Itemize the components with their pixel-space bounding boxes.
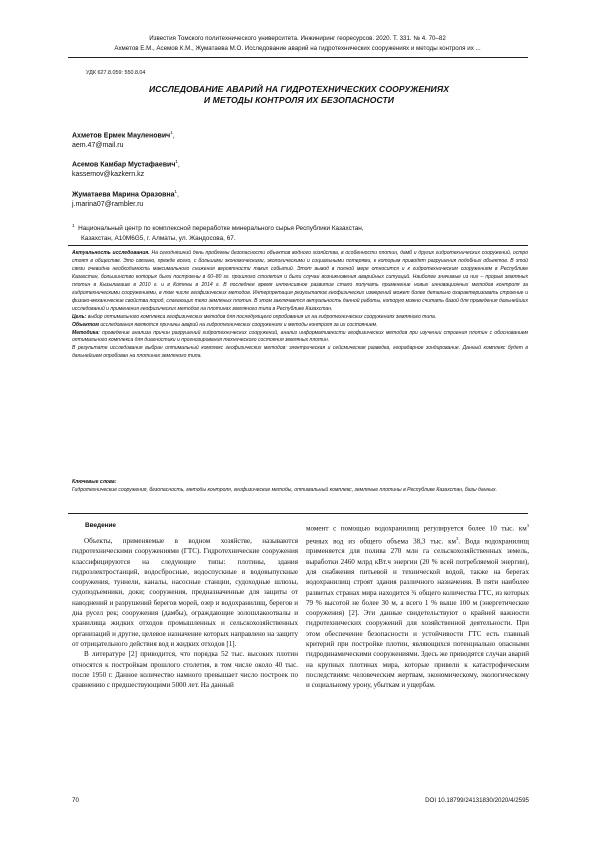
left-column [72,536,298,690]
right-column [306,521,529,690]
journal-header: Известия Томского политехнического университета. Инжиниринг георесурсов. 2020. Т. 331. № 4. 70–82 [149,35,446,42]
author-email[interactable]: aem.47@mail.ru [72,142,124,150]
body-top-rule [68,513,528,514]
article-title-line1: ИССЛЕДОВАНИЕ АВАРИЙ НА ГИДРОТЕХНИЧЕСКИХ СООРУЖЕНИЯХ [148,84,450,94]
udc-code: УДК 627.8.059: 550.8.04 [86,70,146,76]
doi-link[interactable]: DOI 10.18799/24131830/2020/4/2595 [425,797,529,804]
relevance-label: Актуальность исследования. [72,250,150,256]
keywords-text: Гидротехнические сооружения, безопасность, методы контроля, геофизические методы, оптимальный комплекс, земляные плотины в Республике Казахстан, базы данных. [72,487,498,493]
methods-text: проведение анализа причин разрушений гидротехнических сооружений, анализ информативности геофизических методов при изучении строения плотин с обоснованием оптимального комплекса для диагностики и прогнозирования технического состояния земляных плотин. [72,329,528,344]
section-heading-introduction: Введение [85,522,116,529]
author-email[interactable]: j.marina07@rambler.ru [72,201,144,209]
author-name: Ахметов Ермек Мауленович [72,132,171,140]
aim-text: выбор оптимального комплекса геофизических методов для последующего опробования их на гидротехнических сооружениях земляного типа. [87,313,437,320]
object-text: исследования являются причины аварий на гидротехнических сооружениях и методы контроля за их состоянием. [100,321,378,328]
header-rule [68,57,528,58]
author-name: Асемов Камбар Мустафаевич [72,161,176,169]
affiliation [72,221,512,244]
methods-label: Методика: [72,329,100,336]
author-3: Жуматаева Марина Оразовна$^1$, j.marina07@rambler.ru [72,189,179,209]
keywords-label: Ключевые слова: [72,479,117,485]
relevance-text: На сегодняшний день проблемы безопасности объектов водного хозяйства, в особенности плотин, дамб и других гидротехнических сооружений, остро стоят в обществе. Это связано, прежде всего, с большими экономическими, экологическими и социальными потерями, к которым приводят разрушения подобных объектов. В этой связи очевидна необходимость максимального снижения вероятности таких событий. Этот вывод в полной мере относится и к гидротехническим сооружениям в Республике Казахстан, большинство которых были построены в 60–80 гг. прошлого столетия и были случаи возникновения аварийных ситуаций. Наиболее значимые из них – прорыв земляных плотин в Кызылагаше в 2010 г. и в Котяны в 2014 г. В последнее время интенсивное развитие стало получать применение новых инновационных методов контроля за гидротехническими сооружениями, в том числе геофизических методов. Интерпретация результатов геофизических измерений может более детально охарактеризовать строение и физико-механические свойства пород, слагающих тело земляных плотин. В этом заключается актуальность данной работы, которую можно считать базой для проведения дальнейших исследований и применения геофизических методов на плотинах земляного типа в Республике Казахстан. [72,250,529,312]
body-paragraph [306,521,529,690]
keywords [72,478,528,494]
affiliation-sup: 1 [72,223,75,228]
author-sup: 1 [175,159,178,164]
text-run: момент с помощью водохранилищ регулируется более 10 тыс. км [306,524,527,533]
page-number: 70 [72,797,79,804]
superscript: 3 [456,535,459,541]
author-email[interactable]: kassemov@kazkern.kz [72,171,145,179]
article-title [68,84,530,106]
text-run: речных вод из общего объема 38,3 тыс. км [306,537,457,546]
article-title-line2: И МЕТОДЫ КОНТРОЛЯ ИХ БЕЗОПАСНОСТИ [203,95,395,105]
results-text: В результате исследования выбран оптимальный комплекс геофизических методов: электрическая и сейсмическая разведка, георадарное зондирование. Данный комплекс будет в дальнейшем опробован на плотинах земляного типа. [72,345,528,360]
author-sup: 1 [174,189,178,194]
superscript: 3 [526,523,529,528]
body-paragraph: Объекты, применяемые в водном хозяйстве, называются гидротехническими сооружениями (ГТС). Гидротехнические сооружения классифицируются на следующие типы: плотины, здания гидроэлектростанций, водосбросные, водоспускные и водовыпускные сооружения, туннели, каналы, насосные станции, судоходные шлюзы, судоподъемники, доки; сооружения, предназначенные для защиты от наводнений и разрушений берегов морей, озер и водохранилищ, берегов и дна русел рек; сооружения (дамбы), ограждающие золошлакоотвалы и хранилища жидких отходов промышленных и сельскохозяйственных организаций и другие, целевое назначение которых направлено на защиту от отрицательного действия вод и жидких отходов [1]. [72,537,298,648]
text-run: . Вода водохранилищ применяется для полива 270 млн га сельскохозяйственных земель, выработки 2460 млрд кВт.ч энергии (20 % всей потребляемой энергии), для снабжения питьевой и технической водой, также на берегах водохранилищ строят здания различного назначения. В пяти наиболее развитых странах мира находится ¾ общего количества ГТС, из которых 79 % высотой не более 30 м, а всего 1 % выше 100 м (энергетические сооружения) [2]. Эти данные свидетельствуют о крайней важности гидротехнических сооружений для хозяйственной деятельности. При этом обеспечение безопасности и устойчивости ГТС есть главный критерий при постройке плотин, являющихся потенциально опасными гидродинамическими сооружениями. Здесь же приводятся случаи аварий на крупных плотинах мира, которые привели к катастрофическим последствиям: человеческим жертвам, экономическому, экологическому и социальному урону, убыткам и ущербам. [306,537,529,690]
body-paragraph: В литературе [2] приводится, что порядка 52 тыс. высоких плотин относятся к постройкам прошлого столетия, в том числе около 40 тыс. после 1950 г. Данное количество намного превышает число построек по сравнению с предшествующими 5000 лет. На данный [72,650,298,690]
affiliation-line2: Казахстан, А10М6G5, г. Алматы, ул. Жандосова, 67. [81,235,236,243]
author-1: Ахметов Ермек Мауленович$^1$, aem.47@mail.ru [72,130,175,150]
author-sup: 1 [170,130,173,135]
abstract [72,250,528,361]
author-2: Асемов Камбар Мустафаевич$^1$, kassemov@kazkern.kz [72,159,180,179]
object-label: Объектом [72,321,99,328]
running-header-authors: Ахметов Е.М., Асемов К.М., Жуматаева М.О. Исследование аварий на гидротехнических сооружениях и методы контроля их ... [114,45,481,52]
abstract-top-rule [68,245,528,246]
affiliation-line1: Национальный центр по комплексной переработке минерального сырья Республики Казахстан, [78,225,364,233]
author-name: Жуматаева Марина Оразовна [72,191,175,199]
aim-label: Цель: [72,313,87,320]
